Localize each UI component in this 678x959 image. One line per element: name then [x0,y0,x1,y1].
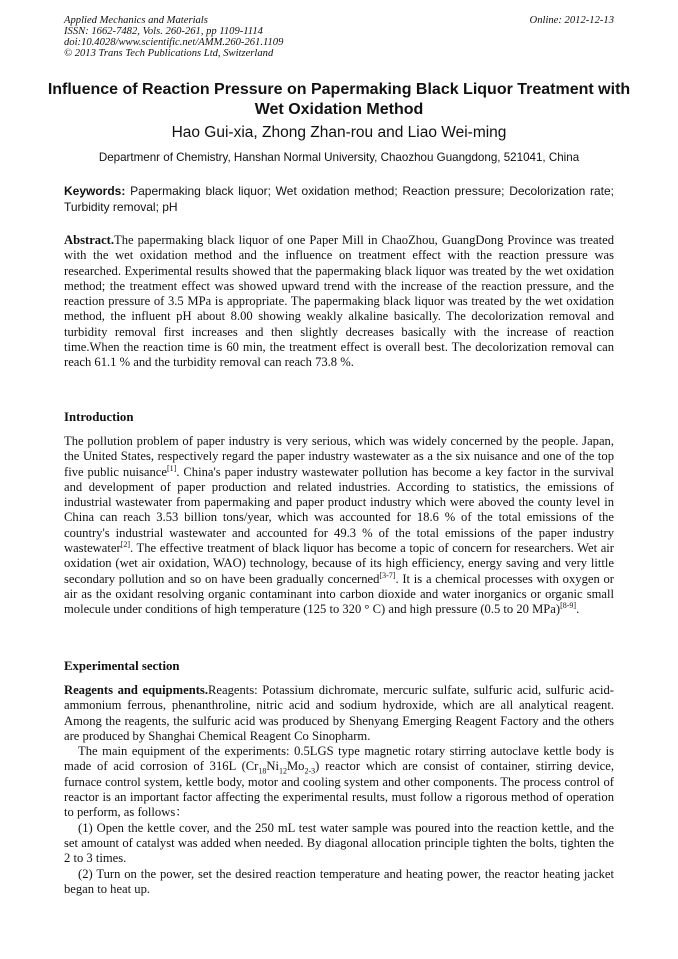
experimental-body [64,683,614,897]
citation: [3-7] [379,570,396,580]
step-1: (1) Open the kettle cover, and the 250 mL test water sample was poured into the reaction kettle, and the set amount of catalyst was added when needed. By diagonal allocation principle tighten the bolts, tighten the 2 to 3 times. [64,820,614,866]
doi: doi:10.4028/www.scientific.net/AMM.260-261.1109 [64,37,284,48]
text: . [576,602,580,617]
journal-name: Applied Mechanics and Materials [64,15,208,26]
text: . China's paper industry wastewater pollution has become a key factor in the survival and development of paper production and related industries. According to statistics, the emissions of industrial wastewater from papermaking and paper product industry which were aboved the county level in China can reach 3.53 billion tons/year, which was accounted for 18.6 % of the total emissions of the country's industrial wastewater and accounted for 49.3 % of the total emissions of the paper industry wastewater [64,464,614,556]
text: The pollution problem of paper industry is very serious, which was widely concerned by the people. Japan, the United States, respectively regard the paper industry wastewater as a the six nuisance and one of the top five public nuisance [64,434,614,479]
text: The main equipment of the experiments: 0.5LGS type magnetic rotary stirring autoclave kettle body is made of acid corrosion of 316L (Cr [64,744,614,774]
keywords-text: Papermaking black liquor; Wet oxidation method; Reaction pressure; Decolorization rate; Turbidity removal; pH [64,184,614,214]
text: Reagents: Potassium dichromate, mercuric sulfate, sulfuric acid, sulfuric acid-ammonium ferrous, phenanthroline, nitric acid and sodium hydroxide, which are all analytical reagent. Among the reagents, the sulfuric acid was produced by Shenyang Emerging Reagent Factory and the others are produced by Shanghai Chemical Reagent Co Sinopharm. [64,683,614,743]
keywords [64,184,614,215]
paper-title: Influence of Reaction Pressure on Papermaking Black Liquor Treatment with Wet Oxidation Method [47,81,631,118]
text: Mo [286,759,305,774]
publication-header [64,15,283,59]
issn: ISSN: 1662-7482, Vols. 260-261, pp 1109-1114 [64,26,263,37]
citation: [1] [166,463,177,473]
subscript: 18 [258,767,267,776]
step-2: (2) Turn on the power, set the desired reaction temperature and heating power, the reactor heating jacket began to heat up. [64,866,614,896]
abstract-label: Abstract. [64,233,115,247]
text: . The effective treatment of black liquor has become a topic of concern for researchers. Wet air oxidation (wet air oxidation, WAO) technology, because of its high efficiency, energy saving and very little secondary pollution and so on have been gradually concerned [64,541,614,586]
section-heading-introduction: Introduction [64,410,134,424]
subsection-label: Reagents and equipments. [64,683,208,697]
authors: Hao Gui-xia, Zhong Zhan-rou and Liao Wei-ming [171,124,507,141]
keywords-label: Keywords: [64,184,126,198]
text: ) reactor which are consist of container, stirring device, furnace control system, kettle body, motor and cooling system and other components. The process control of reactor is an important factor affecting the experimental results, must follow a rigorous method of operation to perform, as follows： [64,759,614,820]
introduction-paragraph [64,434,614,618]
online-date: Online: 2012-12-13 [529,15,614,26]
subscript: 2-3 [304,767,316,776]
copyright: © 2013 Trans Tech Publications Ltd, Switzerland [64,48,274,59]
equipment-paragraph [64,744,614,820]
text: . It is a chemical processes with oxygen or air as the oxidant resolving organic contaminant into carbon dioxide and water inorganics or organic small molecule under conditions of high temperature (125 to 320 ° C) and high pressure (0.5 to 20 MPa) [64,571,615,617]
citation: [2] [120,539,130,549]
citation: [8-9] [560,601,577,611]
text: Ni [266,759,279,774]
abstract [64,233,614,371]
section-heading-experimental: Experimental section [64,659,180,673]
affiliation: Departmenr of Chemistry, Hanshan Normal University, Chaozhou Guangdong, 521041, China [98,151,580,164]
reagents-paragraph [64,683,614,744]
abstract-text: The papermaking black liquor of one Paper Mill in ChaoZhou, GuangDong Province was treated with the wet oxidation method and the influence on treatment effect with the reaction pressure was researched. Experimental results showed that the papermaking black liquor was treated by the wet oxidation method; the treatment effect was showed upward trend with the increase of the reaction pressure, and the reaction pressure of 3.5 MPa is appropriate. The papermaking black liquor was treated by the wet oxidation method, the influent pH about 8.00 showing weakly alkaline basically. The decolorization removal and turbidity removal first increases and then slightly decreases basically with the increase of reaction time.When the reaction time is 60 min, the treatment effect is overall best. The decolorization removal can reach 61.1 % and the turbidity removal can reach 73.8 %. [64,233,614,370]
subscript: 12 [278,767,287,776]
